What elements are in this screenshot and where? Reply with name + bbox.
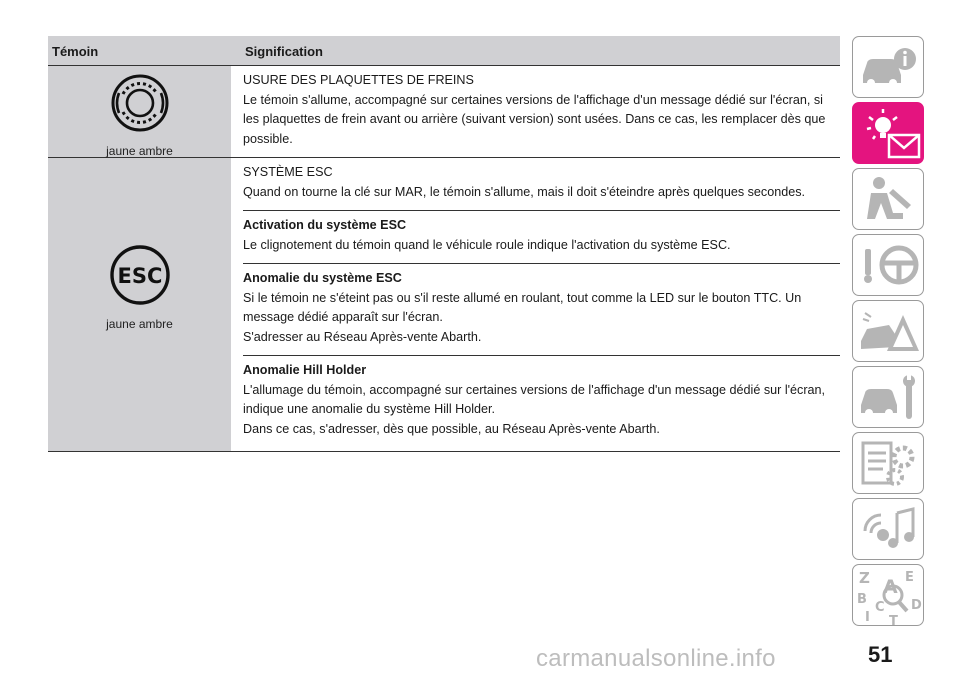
esc-activation-text: Le clignotement du témoin quand le véhicule roule indique l'activation du système ESC. xyxy=(243,237,731,252)
index-letter: D xyxy=(911,598,922,613)
index-letter: E xyxy=(905,570,914,585)
esc-system-text: Quand on tourne la clé sur MAR, le témoin s'allume, mais il doit s'éteindre après quelques secondes. xyxy=(243,184,806,199)
table-header xyxy=(48,36,840,66)
brake-pad-text: Le témoin s'allume, accompagné sur certaines versions de l'affichage d'un message dédié sur l'écran, si les plaquettes de frein avant ou arrière (suivant version) sont usées. Dans ce cas, les remplacer dès que possible. xyxy=(243,92,826,146)
lamp-color-caption: jaune ambre xyxy=(106,144,173,158)
table-row-brake-pads xyxy=(48,66,840,158)
hill-holder-heading: Anomalie Hill Holder xyxy=(243,363,367,377)
tab-warning-lights[interactable] xyxy=(852,102,924,164)
esc-system-cell xyxy=(243,158,840,210)
tab-index[interactable] xyxy=(852,564,924,626)
maintenance-icon xyxy=(853,367,925,429)
car-info-icon xyxy=(853,37,925,99)
tab-safety[interactable] xyxy=(852,168,924,230)
hill-holder-service-text: Dans ce cas, s'adresser, dès que possible, au Réseau Après-vente Abarth. xyxy=(243,421,660,436)
header-signification: Signification xyxy=(245,44,323,59)
emergency-icon xyxy=(853,301,925,363)
esc-failure-heading: Anomalie du système ESC xyxy=(243,271,402,285)
brake-pad-lamp xyxy=(48,73,231,158)
warning-lights-icon xyxy=(853,103,925,165)
esc-failure-cell xyxy=(243,263,840,355)
header-temoin: Témoin xyxy=(52,44,99,59)
tab-maintenance[interactable] xyxy=(852,366,924,428)
esc-failure-service-text: S'adresser au Réseau Après-vente Abarth. xyxy=(243,329,482,344)
warning-light-table xyxy=(48,36,840,452)
index-icon xyxy=(853,565,925,627)
specs-icon xyxy=(853,433,925,495)
multimedia-icon xyxy=(853,499,925,561)
tab-multimedia[interactable] xyxy=(852,498,924,560)
safety-icon xyxy=(853,169,925,231)
brake-pad-wear-icon xyxy=(110,73,170,133)
table-row-esc xyxy=(48,158,840,452)
index-letter: T xyxy=(889,614,898,627)
esc-failure-text: Si le témoin ne s'éteint pas ou s'il reste allumé en roulant, tout comme la LED sur le bouton TTC. Un message dédié apparaît sur l'écran. xyxy=(243,290,802,324)
tab-driving[interactable] xyxy=(852,234,924,296)
esc-system-title: SYSTÈME ESC xyxy=(243,165,333,179)
index-letter: I xyxy=(865,610,870,625)
esc-lamp xyxy=(48,244,231,331)
hill-holder-text: L'allumage du témoin, accompagné sur certaines versions de l'affichage d'un message dédié sur l'écran, indique une anomalie du système Hill Holder. xyxy=(243,382,826,416)
tab-emergency[interactable] xyxy=(852,300,924,362)
watermark: carmanualsonline.info xyxy=(536,645,776,672)
brake-pad-title: USURE DES PLAQUETTES DE FREINS xyxy=(243,73,474,87)
tab-car-info[interactable] xyxy=(852,36,924,98)
esc-activation-heading: Activation du système ESC xyxy=(243,218,407,232)
hill-holder-cell xyxy=(243,355,840,451)
index-letter: A xyxy=(883,576,898,598)
lamp-color-caption: jaune ambre xyxy=(106,317,173,331)
index-letter: B xyxy=(857,592,867,607)
esc-activation-cell xyxy=(243,210,840,263)
index-letter: Z xyxy=(859,569,870,587)
esc-icon-label: ESC xyxy=(117,264,162,288)
esc-icon xyxy=(109,244,171,306)
page-number: 51 xyxy=(868,642,893,667)
steering-wheel-icon xyxy=(853,235,925,297)
brake-pad-description xyxy=(243,66,840,157)
index-letter: C xyxy=(875,600,885,615)
tab-technical-data[interactable] xyxy=(852,432,924,494)
